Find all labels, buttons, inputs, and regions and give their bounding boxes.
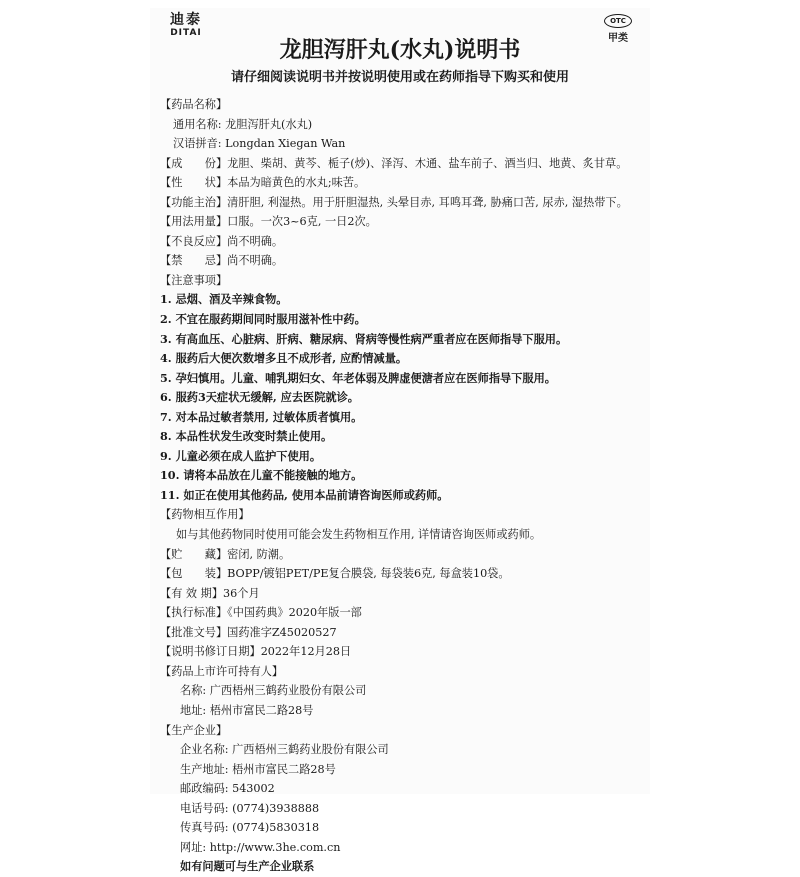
text-line: 如与其他药物同时使用可能会发生药物相互作用, 详情请咨询医师或药师。: [176, 528, 542, 542]
precaution-item: 5. 孕妇慎用。儿童、哺乳期妇女、年老体弱及脾虚便溏者应在医师指导下服用。: [160, 370, 556, 385]
text-line: 【执行标准】《中国药典》2020年版一部: [160, 606, 362, 620]
instruction-leaflet: [150, 8, 650, 874]
text-line: 地址: 梧州市富民二路28号: [180, 703, 314, 717]
text-line: 【贮 藏】密闭, 防潮。: [160, 547, 291, 561]
text-line: 网址: http://www.3he.com.cn: [180, 840, 341, 854]
text-line: 【批准文号】国药准字Z45020527: [160, 625, 337, 639]
otc-class-label: 甲类: [608, 33, 628, 44]
text-line: 【有 效 期】36个月: [160, 586, 260, 600]
text-line: 【说明书修订日期】2022年12月28日: [160, 645, 352, 659]
text-line: 【禁 忌】尚不明确。: [160, 254, 284, 268]
precaution-item: 1. 忌烟、酒及辛辣食物。: [160, 292, 288, 307]
precaution-item: 11. 如正在使用其他药品, 使用本品前请咨询医师或药师。: [160, 487, 449, 502]
text-line: 传真号码: (0774)5830318: [180, 821, 320, 835]
text-line: 企业名称: 广西梧州三鹤药业股份有限公司: [180, 743, 389, 757]
text-line: 通用名称: 龙胆泻肝丸(水丸): [173, 117, 313, 131]
text-line: 【包 装】BOPP/镀铝PET/PE复合膜袋, 每袋装6克, 每盒装10袋。: [160, 567, 510, 581]
precaution-item: 4. 服药后大便次数增多且不成形者, 应酌情减量。: [160, 351, 408, 366]
text-line: 【不良反应】尚不明确。: [160, 234, 284, 248]
precaution-item: 10. 请将本品放在儿童不能接触的地方。: [160, 468, 363, 483]
text-line: 汉语拼音: Longdan Xiegan Wan: [173, 137, 346, 151]
section-heading: 【药品名称】: [160, 98, 228, 111]
document-title: 龙胆泻肝丸(水丸)说明书: [279, 37, 521, 63]
brand-name-cn: 迪泰: [170, 12, 202, 28]
precaution-item: 8. 本品性状发生改变时禁止使用。: [160, 429, 333, 444]
text-line: 【成 份】龙胆、柴胡、黄芩、栀子(炒)、泽泻、木通、盐车前子、酒当归、地黄、炙甘草。: [160, 156, 628, 170]
text-line: 名称: 广西梧州三鹤药业股份有限公司: [180, 684, 367, 698]
section-heading: 【药品上市许可持有人】: [160, 664, 284, 678]
brand-logo: [170, 12, 202, 38]
precaution-item: 7. 对本品过敏者禁用, 过敏体质者慎用。: [160, 409, 363, 424]
brand-name-en: DITAI: [170, 28, 202, 38]
section-heading: 【药物相互作用】: [160, 508, 250, 522]
precaution-item: 9. 儿童必须在成人监护下使用。: [160, 448, 322, 463]
text-line: 生产地址: 梧州市富民二路28号: [180, 762, 336, 776]
document-subtitle: 请仔细阅读说明书并按说明使用或在药师指导下购买和使用: [230, 70, 569, 85]
text-line: 【功能主治】清肝胆, 利湿热。用于肝胆湿热, 头晕目赤, 耳鸣耳聋, 胁痛口苦, 尿赤, 湿热带下。: [160, 195, 628, 209]
leaflet-body: [160, 95, 645, 877]
precaution-item: 2. 不宜在服药期间同时服用滋补性中药。: [160, 312, 366, 327]
text-line: 电话号码: (0774)3938888: [180, 801, 320, 815]
text-line: 邮政编码: 543002: [180, 782, 275, 796]
contact-note: 如有问题可与生产企业联系: [180, 859, 315, 874]
text-line: 【性 状】本品为暗黄色的水丸;味苦。: [160, 176, 366, 190]
section-heading: 【生产企业】: [160, 723, 228, 737]
precaution-item: 3. 有高血压、心脏病、肝病、糖尿病、肾病等慢性病严重者应在医师指导下服用。: [160, 331, 568, 346]
text-line: 【用法用量】口服。一次3~6克, 一日2次。: [160, 215, 377, 229]
otc-badge: OTC: [604, 14, 632, 28]
section-heading: 【注意事项】: [160, 273, 228, 287]
precaution-item: 6. 服药3天症状无缓解, 应去医院就诊。: [160, 390, 359, 405]
